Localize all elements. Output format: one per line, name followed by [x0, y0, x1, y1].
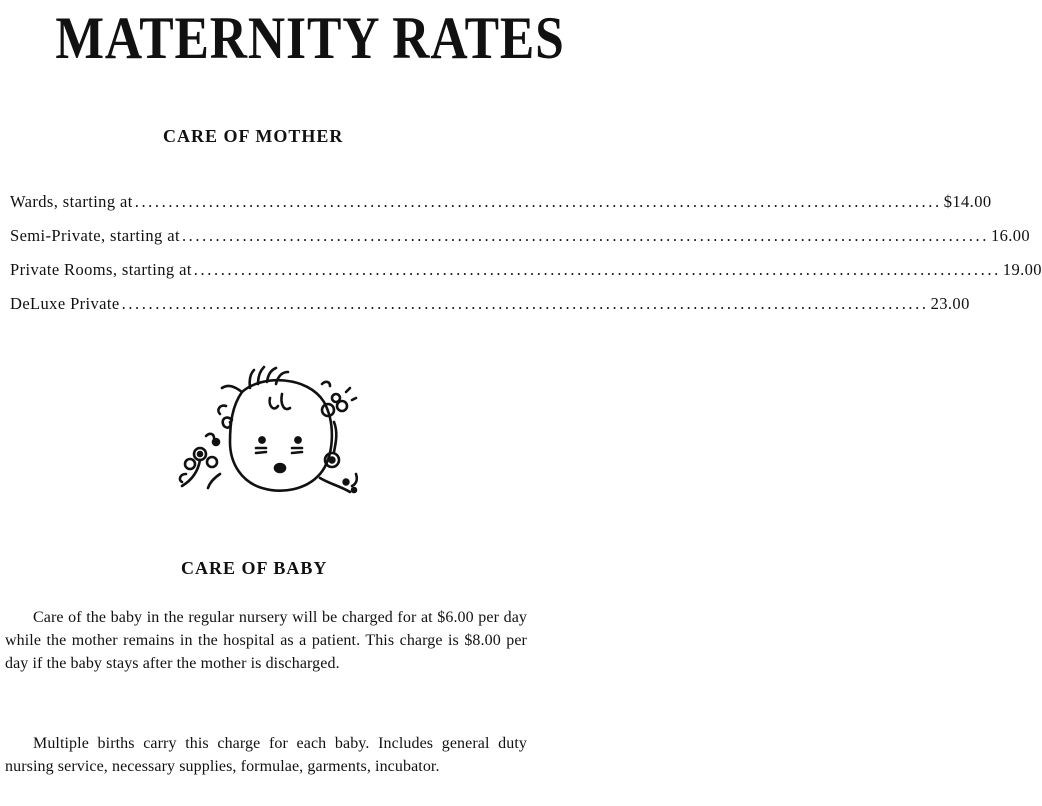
baby-face-icon [170, 362, 370, 510]
rate-price: $14.00 [943, 192, 992, 211]
dot-leader: ........................................................................................................................ [193, 260, 1001, 279]
rate-label: Private Rooms, starting at [10, 260, 192, 279]
multiple-births-paragraph: Multiple births carry this charge for each baby. Includes general duty nursing service, necessary supplies, formulae, garments, incubator. [5, 735, 527, 775]
rate-price: 16.00 [990, 226, 1031, 245]
rate-row-semi-private [10, 226, 1031, 260]
rate-row-private-rooms [10, 260, 1042, 294]
rate-price: 19.00 [1002, 260, 1042, 279]
section-heading-mother: CARE OF MOTHER [163, 126, 344, 146]
section-heading-baby: CARE OF BABY [181, 558, 328, 578]
rate-label: Wards, starting at [10, 192, 133, 211]
rate-row-deluxe-private [10, 294, 970, 328]
rate-row-wards [10, 192, 992, 226]
rate-price: 23.00 [930, 294, 970, 313]
rate-list [10, 192, 1042, 328]
page-title: MATERNITY RATES [55, 5, 565, 71]
dot-leader: ........................................................................................................................ [134, 192, 942, 211]
dot-leader: ........................................................................................................................ [181, 226, 989, 245]
rate-label: DeLuxe Private [10, 294, 120, 313]
baby-charge-paragraph: Care of the baby in the regular nursery will be charged for at $6.00 per day while the mother remains in the hospital as a patient. This charge is $8.00 per day if the baby stays after the mother is discharged. [5, 609, 527, 672]
dot-leader: ........................................................................................................................ [121, 294, 929, 313]
rate-label: Semi-Private, starting at [10, 226, 180, 245]
